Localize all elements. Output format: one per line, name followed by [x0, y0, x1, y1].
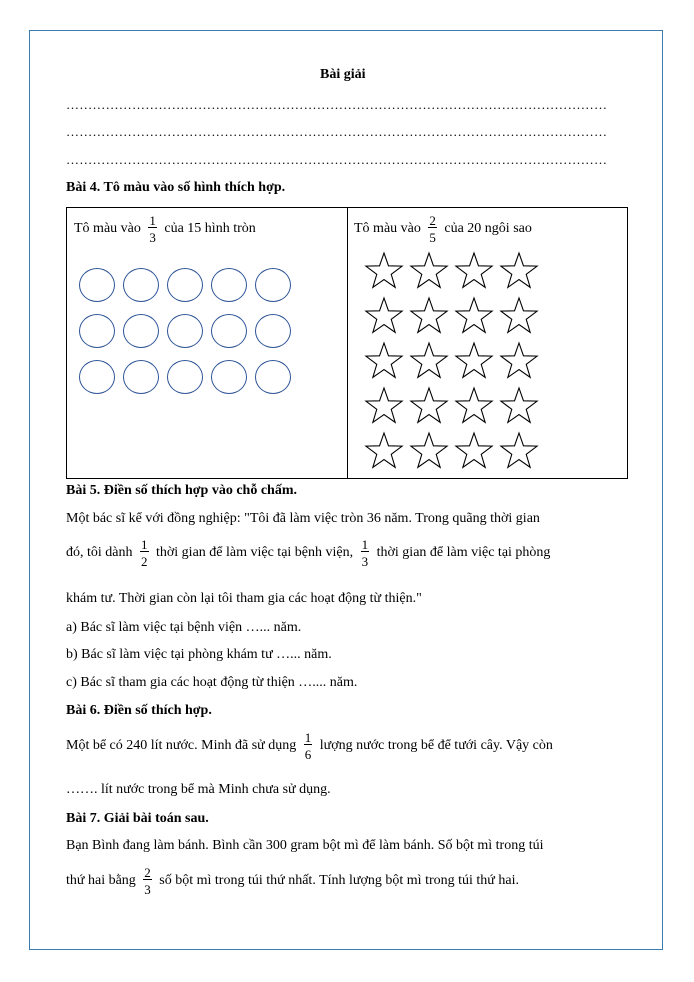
fraction-two-thirds: $\frac{2}{3}$ [144, 865, 151, 897]
circle-shape [255, 314, 291, 348]
answer-line-3: …………………………………………………………………………………………………………… [66, 152, 608, 167]
star-icon [499, 431, 539, 471]
circle-shape [123, 314, 159, 348]
star-icon [454, 386, 494, 426]
star-icon [364, 296, 404, 336]
fraction-two-fifths: $\frac{2}{5}$ [429, 213, 436, 245]
answer-line-1: …………………………………………………………………………………………………………… [66, 97, 608, 112]
exercise-5-line-3: khám tư. Thời gian còn lại tôi tham gia các hoạt động từ thiện." [66, 591, 422, 606]
page-title: Bài giải [320, 67, 366, 82]
star-icon [364, 251, 404, 291]
star-icon [409, 431, 449, 471]
exercise-7-line-1: Bạn Bình đang làm bánh. Bình cần 300 gram bột mì để làm bánh. Số bột mì trong túi [66, 838, 544, 853]
exercise-5-question-b: b) Bác sĩ làm việc tại phòng khám tư …... năm. [66, 647, 332, 662]
star-icon [364, 341, 404, 381]
exercise-7-heading: Bài 7. Giải bài toán sau. [66, 811, 209, 826]
star-icon [364, 431, 404, 471]
exercise-5-question-a: a) Bác sĩ làm việc tại bệnh viện …... năm. [66, 620, 302, 635]
exercise-6-line-2: ……. lít nước trong bể mà Minh chưa sử dụng. [66, 782, 331, 797]
circle-shape [211, 314, 247, 348]
circle-shape [167, 360, 203, 394]
exercise-4-heading: Bài 4. Tô màu vào số hình thích hợp. [66, 180, 286, 195]
star-icon [499, 251, 539, 291]
fraction-one-half: $\frac{1}{2}$ [141, 537, 148, 569]
star-icon [409, 296, 449, 336]
star-icon [364, 386, 404, 426]
star-icon [454, 431, 494, 471]
star-icon [409, 341, 449, 381]
exercise-5-question-c: c) Bác sĩ tham gia các hoạt động từ thiện ….... năm. [66, 675, 358, 690]
star-icon [454, 296, 494, 336]
circle-shape [211, 360, 247, 394]
star-icon [409, 386, 449, 426]
exercise-6-heading: Bài 6. Điền số thích hợp. [66, 703, 212, 718]
fraction-one-third-b: $\frac{1}{3}$ [361, 537, 369, 569]
circle-shape [79, 268, 115, 302]
fraction-one-third: $\frac{1}{3}$ [149, 213, 156, 245]
star-icon [454, 251, 494, 291]
star-icon [454, 341, 494, 381]
fraction-one-sixth: $\frac{1}{6}$ [304, 730, 312, 762]
circle-shape [167, 314, 203, 348]
star-icon [499, 386, 539, 426]
table-divider [347, 208, 348, 478]
circle-shape [79, 360, 115, 394]
exercise-7-line-2: thứ hai bằng $\frac{2}{3}$ số bột mì trong túi thứ nhất. Tính lượng bột mì trong túi thứ hai. [66, 865, 519, 897]
exercise-5-line-1: Một bác sĩ kể với đồng nghiệp: "Tôi đã làm việc tròn 36 năm. Trong quãng thời gian [66, 511, 540, 526]
answer-line-2: …………………………………………………………………………………………………………… [66, 124, 608, 139]
exercise-4-table [66, 207, 628, 479]
circle-shape [167, 268, 203, 302]
circle-shape [211, 268, 247, 302]
star-icon [499, 341, 539, 381]
circle-shape [79, 314, 115, 348]
circle-shape [123, 360, 159, 394]
star-icon [499, 296, 539, 336]
circle-shape [255, 360, 291, 394]
circle-cell-caption: Tô màu vào $\frac{1}{3}$ của 15 hình tròn [74, 213, 256, 245]
star-icon [409, 251, 449, 291]
exercise-5-heading: Bài 5. Điền số thích hợp vào chỗ chấm. [66, 483, 297, 498]
circle-shape [123, 268, 159, 302]
exercise-6-line-1: Một bể có 240 lít nước. Minh đã sử dụng $\frac{1}{6}$ lượng nước trong bể để tưới cây. Vậy còn [66, 730, 553, 762]
circle-shape [255, 268, 291, 302]
star-cell-caption: Tô màu vào $\frac{2}{5}$ của 20 ngôi sao [354, 213, 532, 245]
exercise-5-line-2: đó, tôi dành $\frac{1}{2}$ thời gian để làm việc tại bệnh viện, $\frac{1}{3}$ thời gian để làm việc tại phòng [66, 537, 551, 569]
